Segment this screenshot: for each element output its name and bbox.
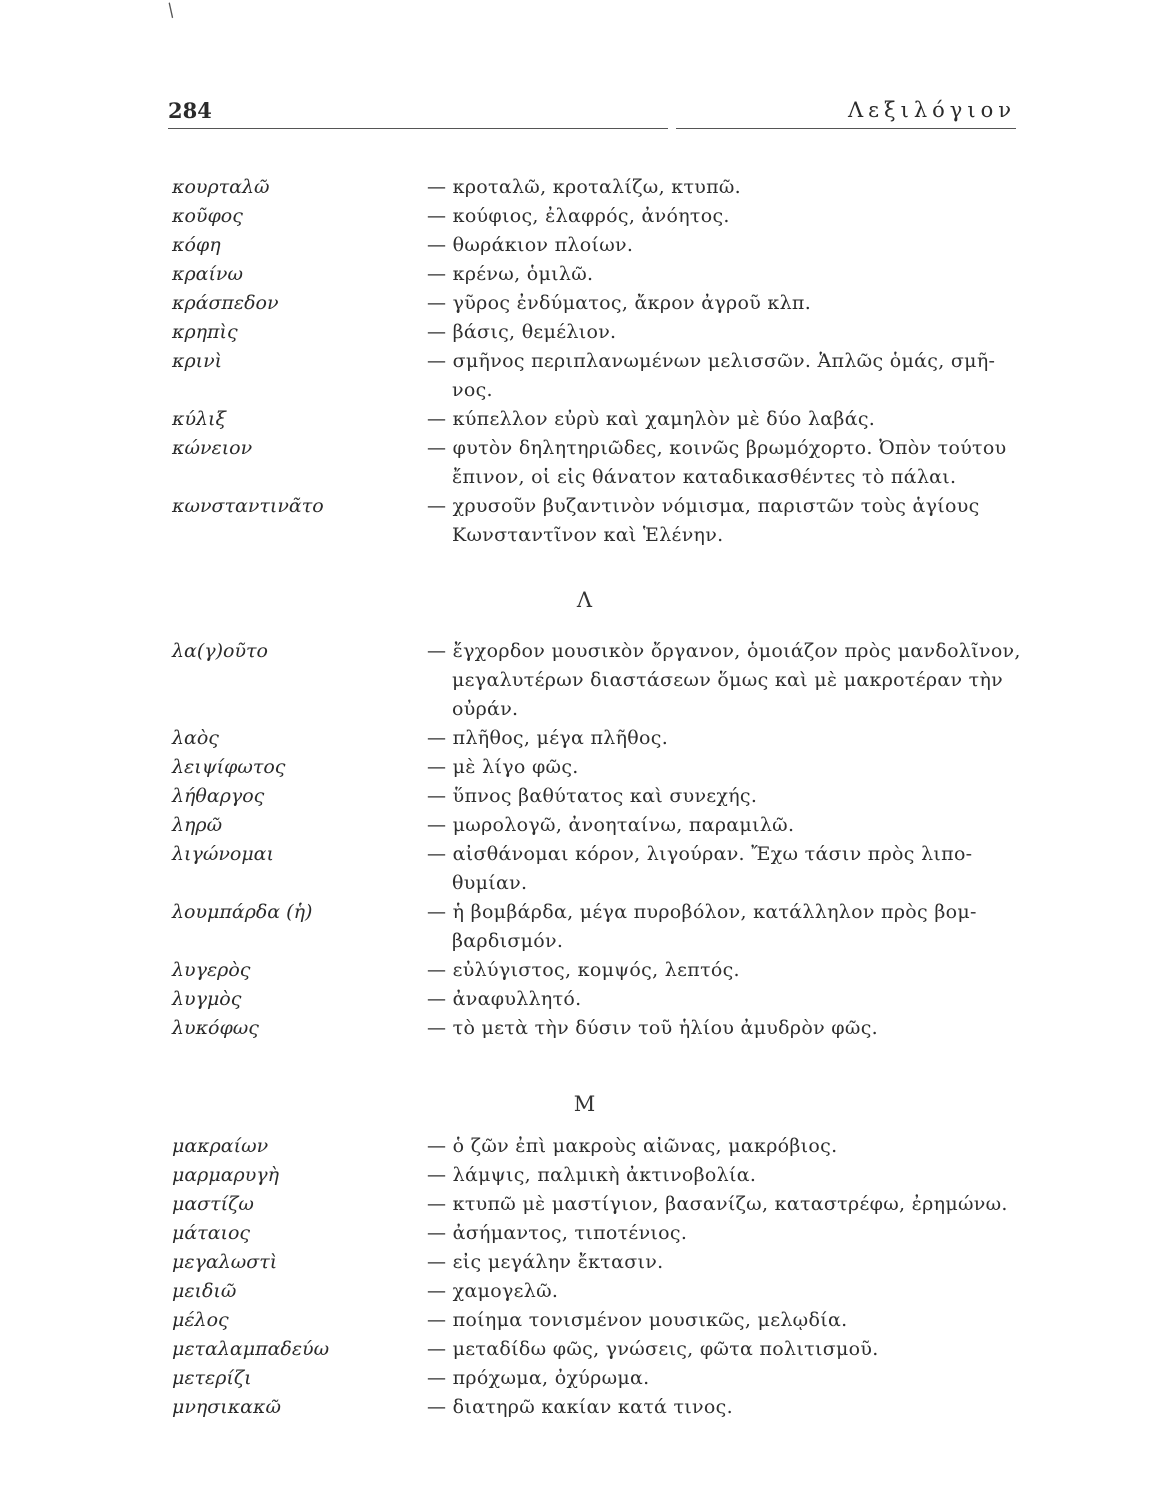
page-number: 284 [168, 98, 212, 123]
entry-term: μνησικακῶ [172, 1396, 281, 1418]
definition-line: νος. [452, 379, 493, 401]
entry-term: λυκόφως [172, 1017, 259, 1039]
entry-term: μετερίζι [172, 1367, 252, 1389]
entry-definition [427, 637, 1021, 724]
entry-definition [427, 956, 1017, 985]
definition-line: — βάσις, θεμέλιον. [427, 321, 617, 343]
definition-line: — γῦρος ἐνδύματος, ἄκρον ἀγροῦ κλπ. [427, 292, 812, 314]
entry-term: κώνειον [172, 437, 253, 459]
definition-line: βαρδισμόν. [452, 930, 564, 952]
header-rule [168, 128, 668, 129]
entry-term: κοῦφος [172, 205, 243, 227]
entry-term: λήθαργος [172, 785, 265, 807]
definition-line: μεγαλυτέρων διαστάσεων ὅμως καὶ μὲ μακροτέραν τὴν [452, 669, 1003, 691]
entry-definition [427, 753, 1017, 782]
entry-definition [427, 231, 1017, 260]
definition-line: — εὐλύγιστος, κομψός, λεπτός. [427, 959, 740, 981]
entry-definition [427, 782, 1017, 811]
definition-line: — κύπελλον εὐρὺ καὶ χαμηλὸν μὲ δύο λαβάς. [427, 408, 876, 430]
entry-term: κουρταλῶ [172, 176, 270, 198]
entry-term: κύλιξ [172, 408, 226, 430]
definition-line: — φυτὸν δηλητηριῶδες, κοινῶς βρωμόχορτο. Ὀπὸν τούτου [427, 437, 1007, 459]
entry-definition [427, 318, 1017, 347]
entry-term: ληρῶ [172, 814, 223, 836]
entry-definition [427, 811, 1017, 840]
entry-term: μεταλαμπαδεύω [172, 1338, 330, 1360]
definition-line: — ἀσήμαντος, τιποτένιος. [427, 1222, 688, 1244]
margin-pen-mark: / [163, 0, 179, 22]
definition-line: — κτυπῶ μὲ μαστίγιον, βασανίζω, καταστρέφω, ἐρημώνω. [427, 1193, 1008, 1215]
entry-definition [427, 1190, 1017, 1219]
entry-term: λουμπάρδα (ἡ) [172, 901, 313, 923]
entry-definition [427, 1014, 1017, 1043]
entry-definition [427, 434, 1017, 492]
entry-definition [427, 1306, 1017, 1335]
definition-line: — μεταδίδω φῶς, γνώσεις, φῶτα πολιτισμοῦ. [427, 1338, 879, 1360]
entry-definition [427, 492, 1017, 550]
entry-term: λυγερὸς [172, 959, 251, 981]
definition-line: — ὕπνος βαθύτατος καὶ συνεχής. [427, 785, 758, 807]
definition-line: — πρόχωμα, ὀχύρωμα. [427, 1367, 650, 1389]
entry-term: μαστίζω [172, 1193, 254, 1215]
entry-term: λειψίφωτος [172, 756, 286, 778]
definition-line: — μὲ λίγο φῶς. [427, 756, 579, 778]
entry-definition [427, 347, 1017, 405]
definition-line: θυμίαν. [452, 872, 528, 894]
definition-line: — θωράκιον πλοίων. [427, 234, 634, 256]
entry-definition [427, 1364, 1017, 1393]
entry-term: λυγμὸς [172, 988, 242, 1010]
entry-term: κρινὶ [172, 350, 223, 372]
entry-term: λαὸς [172, 727, 219, 749]
entry-definition [427, 724, 1017, 753]
entry-definition [427, 1335, 1017, 1364]
definition-line: — αἰσθάνομαι κόρον, λιγούραν. Ἔχω τάσιν πρὸς λιπο- [427, 843, 973, 865]
entry-term: μέλος [172, 1309, 229, 1331]
entry-term: μεγαλωστὶ [172, 1251, 278, 1273]
entry-definition [427, 173, 1017, 202]
definition-line: — κούφιος, ἐλαφρός, ἀνόητος. [427, 205, 730, 227]
definition-line: — διατηρῶ κακίαν κατά τινος. [427, 1396, 733, 1418]
definition-line: — ἀναφυλλητό. [427, 988, 582, 1010]
definition-line: — τὸ μετὰ τὴν δύσιν τοῦ ἡλίου ἀμυδρὸν φῶς. [427, 1017, 878, 1039]
definition-line: — πλῆθος, μέγα πλῆθος. [427, 727, 669, 749]
definition-line: — χαμογελῶ. [427, 1280, 559, 1302]
entry-term: μακραίων [172, 1135, 269, 1157]
entry-term: κωνσταντινᾶτο [172, 495, 324, 517]
section-letter-heading: Λ [576, 588, 593, 612]
definition-line: — ὁ ζῶν ἐπὶ μακροὺς αἰῶνας, μακρόβιος. [427, 1135, 838, 1157]
entry-term: κρηπὶς [172, 321, 238, 343]
entry-term: κράσπεδον [172, 292, 279, 314]
entry-term: κραίνω [172, 263, 243, 285]
definition-line: — μωρολογῶ, ἀνοηταίνω, παραμιλῶ. [427, 814, 795, 836]
entry-definition [427, 405, 1017, 434]
definition-line: — ἡ βομβάρδα, μέγα πυροβόλον, κατάλληλον πρὸς βομ- [427, 901, 977, 923]
definition-line: — σμῆνος περιπλανωμένων μελισσῶν. Ἁπλῶς ὁμάς, σμῆ- [427, 350, 996, 372]
definition-line: — κρένω, ὁμιλῶ. [427, 263, 594, 285]
entry-term: λιγώνομαι [172, 843, 274, 865]
entry-definition [427, 1161, 1017, 1190]
entry-definition [427, 898, 1017, 956]
entry-definition [427, 1277, 1017, 1306]
definition-line: — ποίημα τονισμένον μουσικῶς, μελῳδία. [427, 1309, 848, 1331]
entry-term: κόφη [172, 234, 221, 256]
running-title: Λεξιλόγιον [848, 98, 1016, 122]
definition-line: ἔπινον, οἱ εἰς θάνατον καταδικασθέντες τὸ πάλαι. [452, 466, 957, 488]
entry-definition [427, 1393, 1017, 1422]
section-letter-heading: Μ [573, 1092, 596, 1116]
entry-definition [427, 260, 1017, 289]
definition-line: — ἔγχορδον μουσικὸν ὄργανον, ὁμοιάζον πρὸς μανδολῖνον, [427, 640, 1021, 662]
entry-definition [427, 1132, 1017, 1161]
page-header [168, 98, 1016, 132]
definition-line: — κροταλῶ, κροταλίζω, κτυπῶ. [427, 176, 742, 198]
entry-definition [427, 202, 1017, 231]
header-rule [676, 128, 1016, 129]
entry-term: λα(γ)οῦτο [172, 640, 268, 662]
definition-line: — χρυσοῦν βυζαντινὸν νόμισμα, παριστῶν τοὺς ἁγίους [427, 495, 980, 517]
definition-line: Κωνσταντῖνον καὶ Ἑλένην. [452, 524, 724, 546]
entry-definition [427, 1219, 1017, 1248]
definition-line: οὐράν. [452, 698, 519, 720]
entry-definition [427, 985, 1017, 1014]
entry-definition [427, 840, 1017, 898]
entry-term: μειδιῶ [172, 1280, 237, 1302]
entry-definition [427, 289, 1017, 318]
entry-term: μαρμαρυγὴ [172, 1164, 279, 1186]
entry-definition [427, 1248, 1017, 1277]
entry-term: μάταιος [172, 1222, 251, 1244]
definition-line: — εἰς μεγάλην ἔκτασιν. [427, 1251, 664, 1273]
definition-line: — λάμψις, παλμικὴ ἀκτινοβολία. [427, 1164, 757, 1186]
